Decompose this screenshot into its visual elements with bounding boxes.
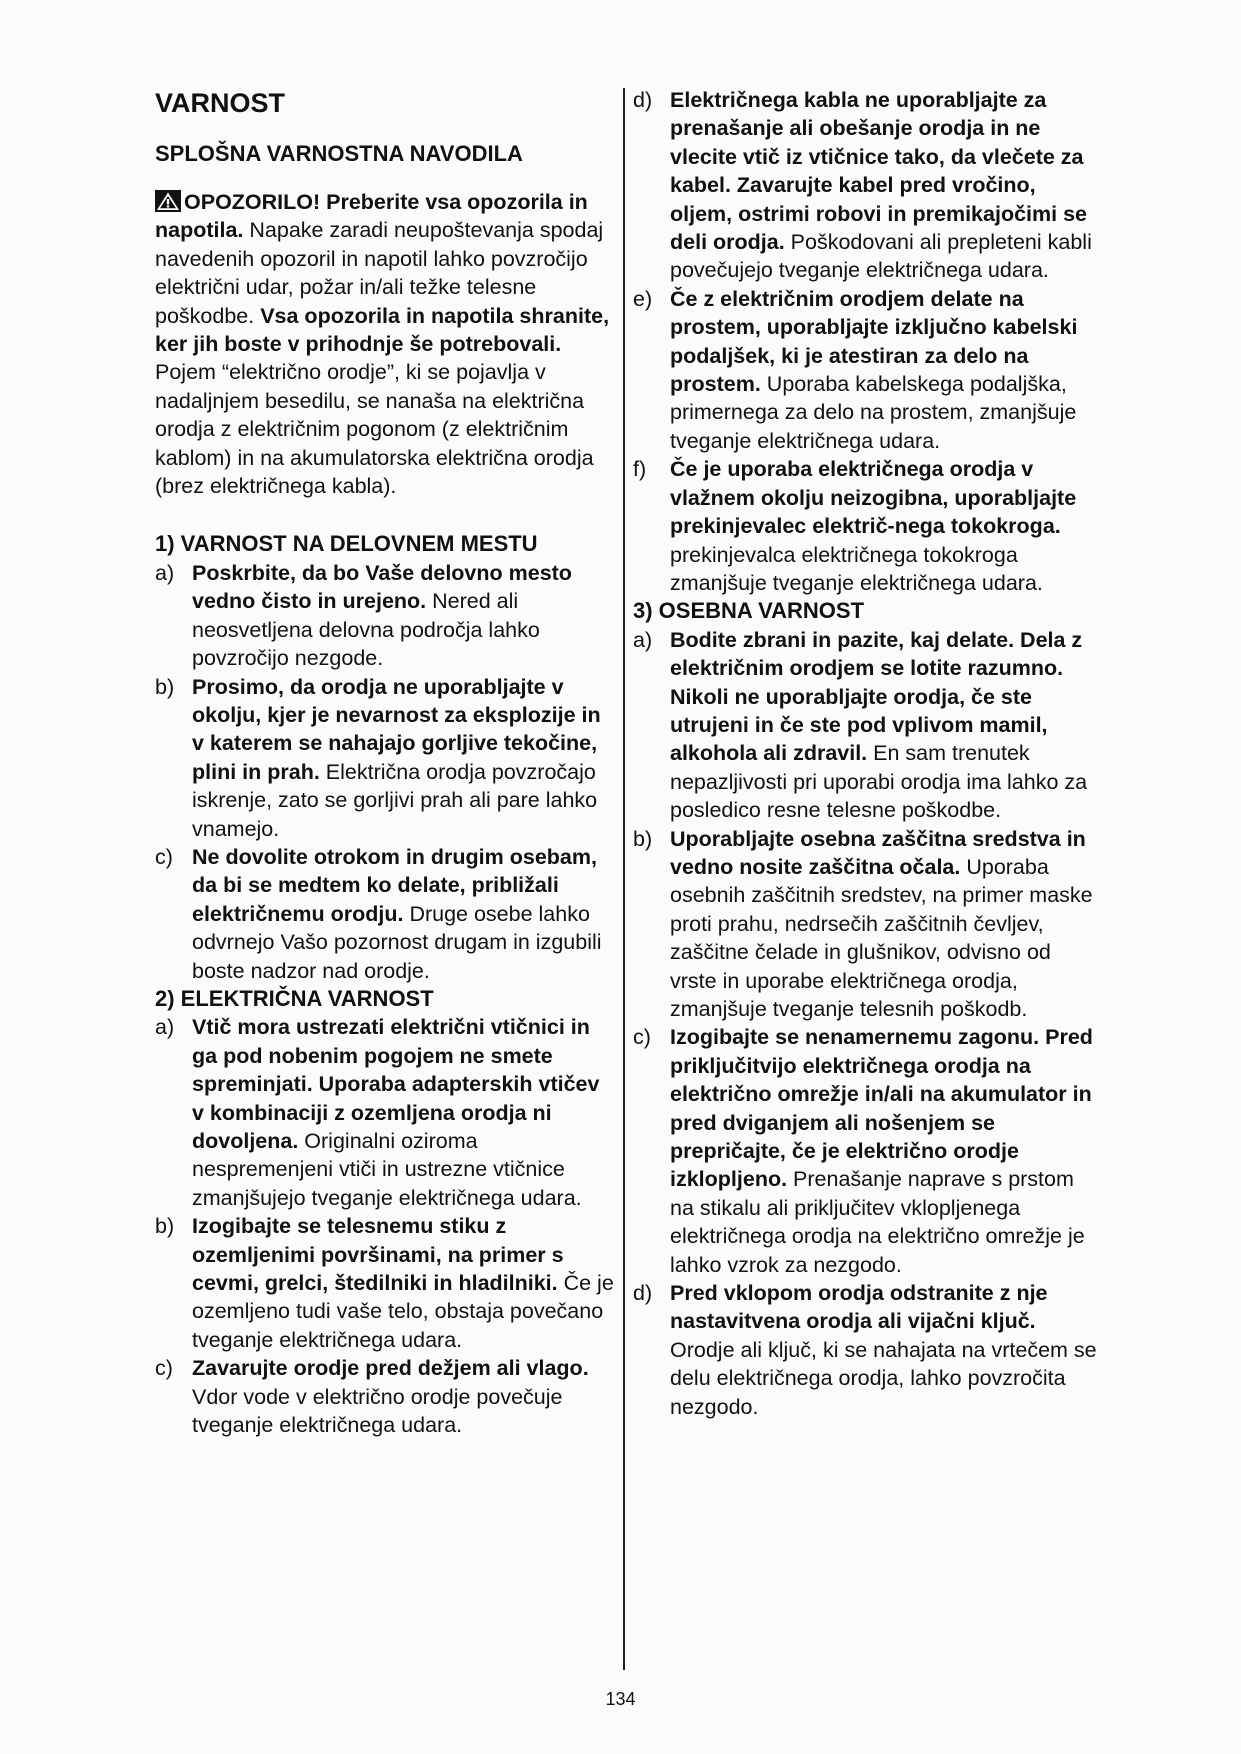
section-heading-personal: 3) OSEBNA VARNOST <box>633 598 865 624</box>
list-item <box>633 1279 1103 1421</box>
list-item <box>155 1013 615 1212</box>
column-divider <box>623 88 625 1670</box>
item-marker: f) <box>633 457 647 482</box>
item-text: Uporaba kabelskega podaljška, primernega za delo na prostem, zmanjšuje tveganje električnega udara. <box>670 372 1077 453</box>
list-item <box>633 455 1103 597</box>
item-marker: b) <box>155 674 175 699</box>
item-marker: a) <box>633 627 653 652</box>
list-item <box>155 673 615 843</box>
item-text: Električna orodja povzročajo iskrenje, zato se gorljivi prah ali pare lahko vnamejo. <box>192 759 598 841</box>
item-marker: c) <box>633 1025 651 1050</box>
list-item <box>155 1354 615 1439</box>
item-text: Originalni oziroma nespremenjeni vtiči in ustrezne vtičnice zmanjšujejo tveganje električnega udara. <box>192 1129 582 1210</box>
item-bold: Če je uporaba električnega orodja v vlažnem okolju neizogibna, uporabljajte prekinjevalec električ-nega tokokroga. <box>670 457 1077 539</box>
section-heading-electrical: 2) ELEKTRIČNA VARNOST <box>155 985 434 1011</box>
item-text: Če je ozemljeno tudi vaše telo, obstaja povečano tveganje električnega udara. <box>192 1271 614 1352</box>
item-text: prekinjevalca električnega tokokroga zmanjšuje tveganje električnega udara. <box>670 542 1043 595</box>
item-bold: Uporabljajte osebna zaščitna sredstva in vedno nosite zaščitna očala. <box>670 826 1086 879</box>
list-item <box>155 843 615 985</box>
item-text: Orodje ali ključ, ki se nahajata na vrtečem se delu električnega orodja, lahko povzročita nezgodo. <box>670 1337 1097 1419</box>
item-marker: a) <box>155 560 175 585</box>
list-item <box>155 1212 615 1354</box>
item-bold: Izogibajte se telesnemu stiku z ozemljenimi površinami, na primer s cevmi, grelci, štedilniki in hladilniki. <box>192 1214 564 1296</box>
warning-bold: OPOZORILO! Preberite vsa opozorila in napotila. <box>155 190 588 243</box>
item-text: Uporaba osebnih zaščitnih sredstev, na primer maske proti prahu, nedrsečih zaščitnih čevljev, zaščitne čelade in glušnikov, odvisno od vrste in uporabe električnega orodja, zmanjšuje tveganje telesnih poškodb. <box>670 854 1093 1021</box>
intro-paragraph <box>155 188 615 500</box>
section-heading-work-area: 1) VARNOST NA DELOVNEM MESTU <box>155 531 538 557</box>
item-marker: d) <box>633 88 653 112</box>
item-bold: Če z električnim orodjem delate na prostem, uporabljajte izključno kabelski podaljšek, ki je atestiran za delo na prostem. <box>670 286 1078 397</box>
item-text: Druge osebe lahko odvrnejo Vašo pozornost drugam in izgubili boste nadzor nad orodje. <box>192 901 602 983</box>
item-bold: Pred vklopom orodja odstranite z nje nastavitvena orodja ali vijačni ključ. <box>670 1281 1048 1334</box>
item-text: Vdor vode v električno orodje povečuje tveganje električnega udara. <box>192 1384 563 1438</box>
item-bold: Električnega kabla ne uporabljajte za prenašanje ali obešanje orodja in ne vlecite vtič iz vtičnice tako, da vlečete za kabel. Zavarujte kabel pred vročino, oljem, ostrimi robovi in premikajočimi se deli orodja. <box>670 88 1087 255</box>
item-marker: c) <box>155 844 173 869</box>
item-marker: d) <box>633 1281 653 1306</box>
item-bold: Prosimo, da orodja ne uporabljajte v okolju, kjer je nevarnost za eksplozije in v katerem se nahajajo gorljive tekočine, plini in prah. <box>192 674 601 784</box>
section-subtitle: SPLOŠNA VARNOSTNA NAVODILA <box>155 141 523 166</box>
keep-instructions: Vsa opozorila in napotila shranite, ker jih boste v prihodnje še potrebovali. <box>155 303 610 357</box>
item-marker: b) <box>155 1214 175 1239</box>
list-item <box>633 86 1103 285</box>
list-item <box>633 825 1103 1024</box>
item-marker: e) <box>633 286 653 311</box>
warning-icon <box>155 190 181 212</box>
left-column <box>155 86 615 1439</box>
definition-text: Pojem “električno orodje”, ki se pojavlja v nadaljnjem besedilu, se nanaša na električna orodja z električnim pogonom (z električnim kablom) in na akumulatorska električna orodja (brez električnega kabla). <box>155 360 594 499</box>
item-bold: Poskrbite, da bo Vaše delovno mesto vedno čisto in urejeno. <box>192 560 572 614</box>
list-item <box>633 1023 1103 1279</box>
right-column <box>633 86 1103 1421</box>
item-marker: b) <box>633 826 653 851</box>
page-number: 134 <box>605 1689 636 1709</box>
item-bold: Zavarujte orodje pred dežjem ali vlago. <box>192 1356 589 1381</box>
item-bold: Izogibajte se nenamernemu zagonu. Pred priključitvijo električnega orodja na električno omrežje in/ali na akumulator in pred dviganjem ali nošenjem se prepričajte, če je električno orodje izklopljeno. <box>670 1025 1093 1192</box>
item-bold: Ne dovolite otrokom in drugim osebam, da bi se medtem ko delate, približali električnemu orodju. <box>192 844 597 926</box>
warning-text: Napake zaradi neupoštevanja spodaj navedenih opozoril in napotil lahko povzročijo električni udar, požar in/ali težke telesne poškodbe. <box>155 218 604 328</box>
item-text: Prenašanje naprave s prstom na stikalu ali priključitev vklopljenega električnega orodja na električno omrežje je lahko vzrok za nezgodo. <box>670 1167 1085 1277</box>
list-item <box>155 559 615 673</box>
item-text: Nered ali neosvetljena delovna področja lahko povzročijo nezgode. <box>192 589 540 671</box>
list-item <box>633 626 1103 825</box>
page-title: VARNOST <box>155 88 286 118</box>
item-bold: Vtič mora ustrezati električni vtičnici in ga pod nobenim pogojem ne smete spreminjati. Uporaba adapterskih vtičev v kombinaciji z ozemljena orodja ni dovoljena. <box>192 1015 600 1153</box>
item-text: Poškodovani ali prepleteni kabli povečujejo tveganje električnega udara. <box>670 230 1092 283</box>
item-bold: Bodite zbrani in pazite, kaj delate. Dela z električnim orodjem se lotite razumno. Nikoli ne uporabljajte orodja, če ste utrujeni in če ste pod vplivom mamil, alkohola ali zdravil. <box>670 627 1083 766</box>
item-marker: a) <box>155 1015 175 1040</box>
list-item <box>633 285 1103 455</box>
item-text: En sam trenutek nepazljivosti pri uporabi orodja ima lahko za posledico resne telesne poškodbe. <box>670 741 1088 823</box>
item-marker: c) <box>155 1356 173 1381</box>
